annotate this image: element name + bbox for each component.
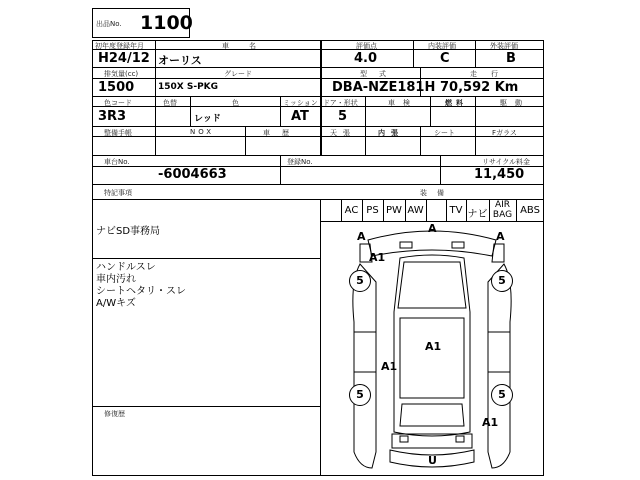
lot-number: 1100 — [140, 12, 193, 34]
score-value: 4.0 — [354, 51, 378, 66]
interior-value: C — [440, 51, 450, 66]
mission-value: AT — [291, 109, 309, 124]
reg-year-value: H24/12 — [98, 51, 150, 66]
mark-front-bumper: A — [428, 222, 437, 235]
remarks-line: ナビSD事務局 — [96, 226, 161, 237]
mark-hood-left: A1 — [369, 251, 386, 264]
color-value: レッド — [194, 114, 221, 124]
mileage-label: 走行 — [470, 70, 512, 78]
mark-rear-door-left: A1 — [381, 360, 398, 373]
mission-label: ミッション — [283, 99, 318, 107]
exterior-label: 外装評価 — [490, 42, 518, 50]
color-label: 色 — [232, 99, 239, 107]
equip-aw: AW — [407, 205, 424, 216]
recycle-label: リサイクル料金 — [482, 158, 531, 166]
mark-roof: A1 — [425, 340, 442, 353]
note-line-3: シートヘタリ・スレ — [96, 286, 186, 297]
equip-ac: AC — [344, 205, 359, 216]
displacement-label: 排気量(cc) — [104, 70, 139, 78]
exterior-value: B — [506, 51, 516, 66]
note-line-2: 車内汚れ — [96, 274, 136, 285]
wheel-front-left: 5 — [349, 270, 371, 292]
color-code-label: 色コード — [104, 99, 132, 107]
color-type-label: 色替 — [163, 99, 177, 107]
wheel-rear-left: 5 — [349, 384, 371, 406]
grade-value: 150X S-PKG — [158, 82, 219, 92]
note-line-4: A/Wキズ — [96, 298, 136, 309]
model-value: DBA-NZE181H — [332, 80, 436, 95]
inspection-label: 車検 — [388, 99, 418, 107]
color-code-value: 3R3 — [98, 109, 127, 124]
equip-ps: PS — [366, 205, 379, 216]
score-label: 評価点 — [356, 42, 377, 50]
grade-label: グレード — [224, 70, 252, 78]
equip-abs: ABS — [520, 205, 540, 216]
glass-label: Fガラス — [492, 129, 517, 137]
wheel-rear-right: 5 — [491, 384, 513, 406]
registration-label: 登録No. — [287, 158, 313, 166]
sunroof-label: 天張 — [330, 129, 356, 137]
chassis-value: -6004663 — [158, 167, 227, 182]
mark-front-right: A — [496, 230, 505, 243]
interior-label: 内装評価 — [428, 42, 456, 50]
mark-underside: U — [428, 454, 437, 467]
model-label: 型式 — [360, 70, 398, 78]
equip-airbag: AIR BAG — [492, 200, 513, 220]
equipment-label: 装備 — [420, 189, 454, 197]
car-name-label: 車名 — [222, 42, 276, 50]
recycle-value: 11,450 — [474, 167, 525, 182]
wheel-front-right: 5 — [491, 270, 513, 292]
repair-label: 修復歴 — [104, 410, 125, 418]
nox-label: NOX — [190, 128, 215, 136]
manual-label: 整備手帳 — [104, 129, 132, 137]
equip-pw: PW — [386, 205, 402, 216]
inner-trim-label: 内張 — [378, 129, 404, 137]
doors-label: ドア・形状 — [323, 99, 358, 107]
lot-label: 出品No. — [96, 20, 122, 28]
displacement-value: 1500 — [98, 80, 135, 95]
reg-year-label: 初年度登録年月 — [95, 42, 144, 50]
note-line-1: ハンドルスレ — [96, 262, 156, 273]
history-label: 車歴 — [263, 129, 301, 137]
doors-value: 5 — [338, 109, 348, 124]
car-name-value: オーリス — [158, 54, 202, 67]
fuel-label: 燃料 — [445, 99, 467, 107]
chassis-label: 車台No. — [104, 158, 130, 166]
drive-label: 駆動 — [500, 99, 530, 107]
mileage-value: 70,592 Km — [440, 80, 519, 95]
mark-front-left: A — [357, 230, 366, 243]
mark-rear-right: A1 — [482, 416, 499, 429]
equip-tv: TV — [449, 205, 463, 216]
equip-navi: ナビ — [467, 209, 488, 220]
remarks-label: 特記事項 — [104, 189, 132, 197]
seat-label: シート — [434, 129, 455, 137]
